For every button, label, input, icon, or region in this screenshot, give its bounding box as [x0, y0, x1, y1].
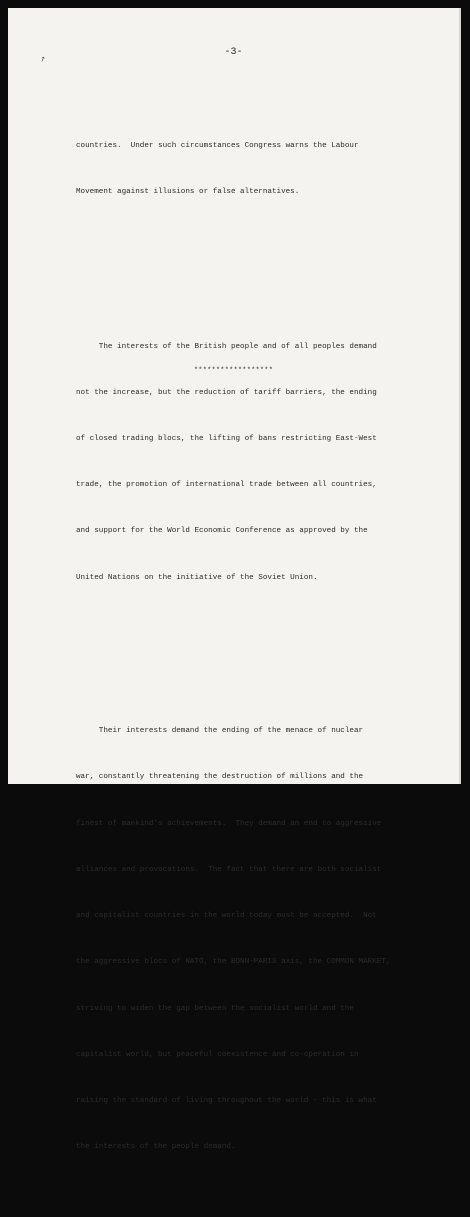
- body-text: [76, 77, 416, 1217]
- text-line: the interests of the people demand.: [76, 1143, 236, 1152]
- text-line: and capitalist countries in the world today must be accepted. Not: [76, 912, 377, 921]
- text-line: Their interests demand the ending of the menace of nuclear: [76, 727, 364, 736]
- text-line: alliances and provocations. The fact that there are both socialist: [76, 865, 382, 874]
- text-line: and support for the World Economic Conference as approved by the: [76, 527, 368, 536]
- paragraph-2: [76, 309, 416, 617]
- paper-sheet: [8, 8, 461, 1152]
- text-line: Movement against illusions or false alternatives.: [76, 187, 300, 196]
- text-line: The interests of the British people and of all peoples demand: [76, 342, 377, 351]
- text-line: United Nations on the initiative of the Soviet Union.: [76, 573, 318, 582]
- page-number: -3-: [224, 47, 243, 58]
- paragraph-1: [76, 108, 416, 231]
- text-line: striving to widen the gap between the socialist world and the: [76, 1004, 354, 1013]
- text-line: countries. Under such circumstances Congress warns the Labour: [76, 141, 359, 150]
- text-line: of closed trading blocs, the lifting of bans restricting East-West: [76, 434, 377, 443]
- text-line: not the increase, but the reduction of tariff barriers, the ending: [76, 388, 377, 397]
- corner-mark: ↗: [38, 53, 48, 65]
- text-line: war, constantly threatening the destruction of millions and the: [76, 773, 364, 782]
- text-line: trade, the promotion of international trade between all countries,: [76, 481, 377, 490]
- paragraph-3: [76, 693, 416, 1186]
- text-line: capitalist world, but peaceful coexistence and co-operation in: [76, 1050, 359, 1059]
- text-line: the aggressive blocs of NATO, the BONN-PARIS axis, the COMMON MARKET,: [76, 958, 391, 967]
- text-line: finest of mankind's achievements. They demand an end to aggressive: [76, 819, 382, 828]
- text-line: raising the standard of living throughout the world - this is what: [76, 1097, 377, 1105]
- separator: ******************: [193, 367, 274, 375]
